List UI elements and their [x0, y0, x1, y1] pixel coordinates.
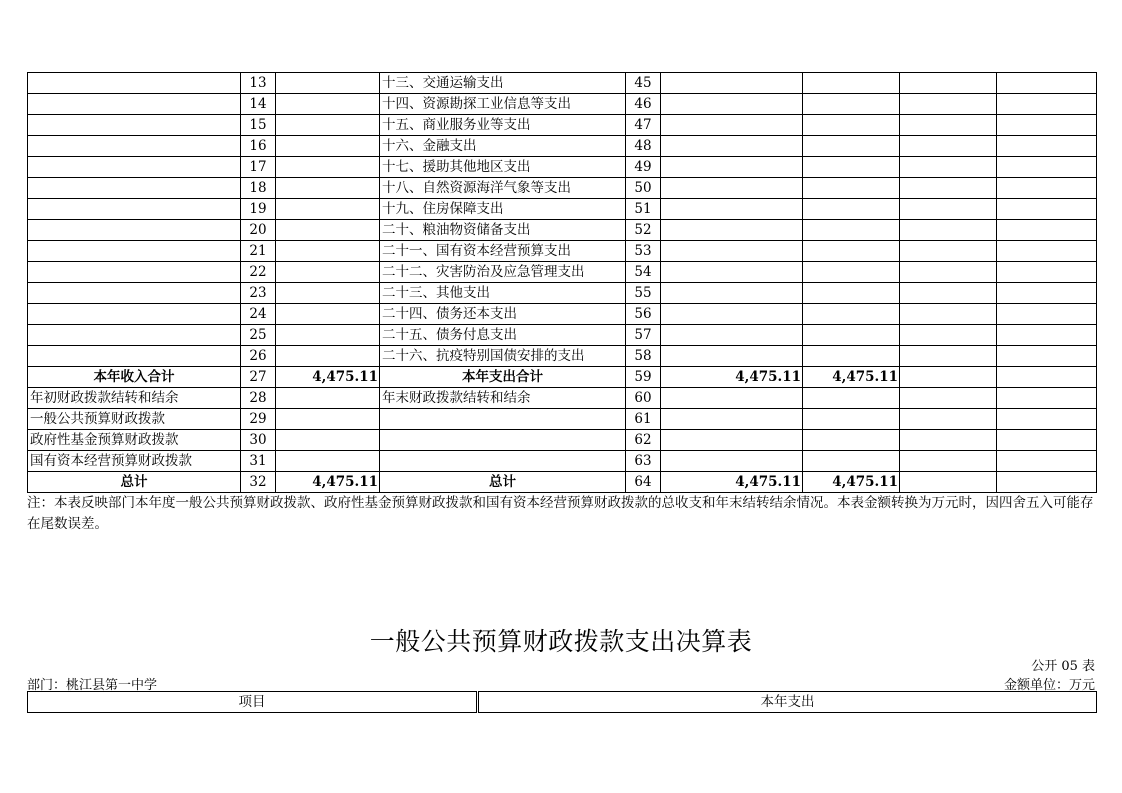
right-amount-project: [900, 367, 997, 388]
table-footnote: 注：本表反映部门本年度一般公共预算财政拨款、政府性基金预算财政拨款和国有资本经营预算财政拨款的总收支和年末结转结余情况。本表金额转换为万元时，因四舍五入可能存在尾数误差。: [27, 495, 1094, 532]
right-amount-total: [661, 325, 803, 346]
table-row: [28, 199, 1097, 220]
right-amount-project: [900, 136, 997, 157]
right-row-number: 57: [626, 325, 661, 346]
right-item-cell: 二十一、国有资本经营预算支出: [380, 241, 626, 262]
left-amount-cell: [276, 220, 380, 241]
left-amount-cell: [276, 136, 380, 157]
right-amount-other: [997, 325, 1097, 346]
right-row-number: 62: [626, 430, 661, 451]
left-amount-cell: [276, 451, 380, 472]
left-row-number: 17: [241, 157, 276, 178]
right-item-cell: 十五、商业服务业等支出: [380, 115, 626, 136]
table-row: [28, 220, 1097, 241]
right-amount-total: [661, 94, 803, 115]
left-item-cell: [28, 241, 241, 262]
left-item-cell: [28, 220, 241, 241]
left-amount-cell: [276, 241, 380, 262]
right-amount-other: [997, 178, 1097, 199]
page-title: 一般公共预算财政拨款支出决算表: [369, 627, 753, 656]
left-row-number: 27: [241, 367, 276, 388]
right-amount-basic: 4,475.11: [803, 472, 900, 493]
right-amount-project: [900, 409, 997, 430]
left-row-number: 14: [241, 94, 276, 115]
left-amount-cell: [276, 409, 380, 430]
right-amount-basic: [803, 451, 900, 472]
right-amount-basic: [803, 262, 900, 283]
amount-unit-label: 金额单位：万元: [1003, 678, 1095, 693]
right-amount-other: [997, 409, 1097, 430]
right-item-cell: 二十六、抗疫特别国债安排的支出: [380, 346, 626, 367]
right-amount-other: [997, 220, 1097, 241]
right-amount-basic: [803, 325, 900, 346]
right-amount-basic: [803, 115, 900, 136]
left-amount-cell: [276, 73, 380, 94]
left-item-cell: [28, 115, 241, 136]
right-amount-basic: [803, 94, 900, 115]
right-amount-other: [997, 94, 1097, 115]
right-amount-basic: [803, 241, 900, 262]
left-amount-cell: [276, 304, 380, 325]
right-row-number: 51: [626, 199, 661, 220]
left-row-number: 19: [241, 199, 276, 220]
right-amount-project: [900, 115, 997, 136]
right-amount-basic: [803, 178, 900, 199]
right-amount-other: [997, 367, 1097, 388]
left-amount-cell: [276, 388, 380, 409]
left-amount-cell: [276, 283, 380, 304]
right-amount-total: [661, 283, 803, 304]
right-row-number: 50: [626, 178, 661, 199]
right-amount-project: [900, 157, 997, 178]
right-amount-total: [661, 388, 803, 409]
right-amount-other: [997, 199, 1097, 220]
right-amount-total: [661, 262, 803, 283]
right-row-number: 54: [626, 262, 661, 283]
right-item-cell: 十八、自然资源海洋气象等支出: [380, 178, 626, 199]
table-row: [28, 325, 1097, 346]
right-amount-other: [997, 388, 1097, 409]
left-row-number: 16: [241, 136, 276, 157]
right-row-number: 56: [626, 304, 661, 325]
right-amount-project: [900, 178, 997, 199]
table-row: [28, 94, 1097, 115]
left-amount-cell: [276, 199, 380, 220]
right-item-cell: 二十四、债务还本支出: [380, 304, 626, 325]
left-amount-cell: [276, 178, 380, 199]
left-item-cell: 本年收入合计: [28, 367, 241, 388]
left-amount-cell: [276, 325, 380, 346]
right-amount-other: [997, 241, 1097, 262]
left-item-cell: [28, 199, 241, 220]
right-amount-basic: [803, 73, 900, 94]
left-row-number: 24: [241, 304, 276, 325]
left-amount-cell: 4,475.11: [276, 367, 380, 388]
left-amount-cell: [276, 430, 380, 451]
left-item-cell: [28, 73, 241, 94]
right-row-number: 61: [626, 409, 661, 430]
left-row-number: 31: [241, 451, 276, 472]
right-amount-other: [997, 262, 1097, 283]
right-row-number: 49: [626, 157, 661, 178]
left-item-cell: 政府性基金预算财政拨款: [28, 430, 241, 451]
left-row-number: 30: [241, 430, 276, 451]
right-amount-other: [997, 451, 1097, 472]
right-amount-total: 4,475.11: [661, 472, 803, 493]
right-row-number: 58: [626, 346, 661, 367]
right-row-number: 52: [626, 220, 661, 241]
table-row: [28, 451, 1097, 472]
right-row-number: 45: [626, 73, 661, 94]
right-item-cell: 本年支出合计: [380, 367, 626, 388]
right-item-cell: [380, 409, 626, 430]
right-item-cell: 年末财政拨款结转和结余: [380, 388, 626, 409]
right-amount-project: [900, 304, 997, 325]
table-row: [28, 178, 1097, 199]
right-item-cell: [380, 451, 626, 472]
right-amount-project: [900, 94, 997, 115]
table-row: [28, 409, 1097, 430]
form-number: 公开 05 表: [1031, 659, 1095, 674]
left-amount-cell: [276, 262, 380, 283]
table-row: [28, 367, 1097, 388]
left-item-cell: [28, 325, 241, 346]
left-item-cell: [28, 262, 241, 283]
table-row: [28, 262, 1097, 283]
right-amount-project: [900, 430, 997, 451]
right-amount-total: [661, 115, 803, 136]
right-amount-other: [997, 157, 1097, 178]
right-amount-project: [900, 283, 997, 304]
right-amount-total: [661, 241, 803, 262]
right-amount-other: [997, 136, 1097, 157]
fiscal-summary-table: [27, 72, 1097, 493]
right-row-number: 63: [626, 451, 661, 472]
right-row-number: 46: [626, 94, 661, 115]
right-amount-project: [900, 241, 997, 262]
right-amount-total: [661, 304, 803, 325]
right-amount-basic: [803, 409, 900, 430]
right-amount-total: [661, 430, 803, 451]
right-amount-other: [997, 346, 1097, 367]
right-item-cell: 总计: [380, 472, 626, 493]
table-row: [28, 304, 1097, 325]
right-amount-other: [997, 73, 1097, 94]
right-amount-other: [997, 430, 1097, 451]
fiscal-summary-body: [28, 73, 1097, 493]
right-amount-basic: [803, 220, 900, 241]
left-item-cell: [28, 178, 241, 199]
header-row: [28, 692, 1097, 713]
right-row-number: 48: [626, 136, 661, 157]
left-row-number: 20: [241, 220, 276, 241]
expense-table-header: [27, 691, 1097, 713]
right-amount-total: [661, 409, 803, 430]
right-amount-total: [661, 220, 803, 241]
table-row: [28, 346, 1097, 367]
right-amount-other: [997, 283, 1097, 304]
right-amount-basic: [803, 157, 900, 178]
left-item-cell: 年初财政拨款结转和结余: [28, 388, 241, 409]
left-item-cell: 一般公共预算财政拨款: [28, 409, 241, 430]
left-item-cell: [28, 346, 241, 367]
right-amount-project: [900, 220, 997, 241]
right-amount-basic: [803, 388, 900, 409]
right-row-number: 53: [626, 241, 661, 262]
right-amount-other: [997, 115, 1097, 136]
table-row: [28, 430, 1097, 451]
right-amount-basic: [803, 304, 900, 325]
right-amount-total: 4,475.11: [661, 367, 803, 388]
right-item-cell: 十七、援助其他地区支出: [380, 157, 626, 178]
right-amount-basic: [803, 136, 900, 157]
right-item-cell: 二十三、其他支出: [380, 283, 626, 304]
left-row-number: 21: [241, 241, 276, 262]
right-row-number: 64: [626, 472, 661, 493]
right-amount-total: [661, 346, 803, 367]
right-row-number: 60: [626, 388, 661, 409]
table-row: [28, 241, 1097, 262]
left-item-cell: 总计: [28, 472, 241, 493]
right-amount-project: [900, 73, 997, 94]
table-row: [28, 73, 1097, 94]
table-row: [28, 388, 1097, 409]
left-amount-cell: [276, 94, 380, 115]
right-amount-project: [900, 325, 997, 346]
right-row-number: 55: [626, 283, 661, 304]
right-amount-basic: [803, 346, 900, 367]
table-row: [28, 472, 1097, 493]
left-row-number: 32: [241, 472, 276, 493]
left-item-cell: [28, 304, 241, 325]
left-row-number: 26: [241, 346, 276, 367]
right-amount-other: [997, 472, 1097, 493]
left-row-number: 13: [241, 73, 276, 94]
right-amount-project: [900, 346, 997, 367]
left-amount-cell: [276, 346, 380, 367]
right-amount-project: [900, 451, 997, 472]
right-amount-basic: [803, 199, 900, 220]
left-item-cell: [28, 136, 241, 157]
right-amount-total: [661, 136, 803, 157]
right-amount-basic: [803, 430, 900, 451]
left-row-number: 18: [241, 178, 276, 199]
right-amount-total: [661, 451, 803, 472]
left-amount-cell: [276, 115, 380, 136]
right-row-number: 59: [626, 367, 661, 388]
right-amount-basic: 4,475.11: [803, 367, 900, 388]
right-amount-basic: [803, 283, 900, 304]
left-row-number: 29: [241, 409, 276, 430]
table-row: [28, 136, 1097, 157]
left-amount-cell: 4,475.11: [276, 472, 380, 493]
left-item-cell: 国有资本经营预算财政拨款: [28, 451, 241, 472]
right-item-cell: 十六、金融支出: [380, 136, 626, 157]
right-amount-project: [900, 199, 997, 220]
right-item-cell: 二十、粮油物资储备支出: [380, 220, 626, 241]
right-amount-total: [661, 73, 803, 94]
department-label: 部门：桃江县第一中学: [27, 678, 158, 693]
right-row-number: 47: [626, 115, 661, 136]
right-item-cell: 十四、资源勘探工业信息等支出: [380, 94, 626, 115]
left-row-number: 25: [241, 325, 276, 346]
left-amount-cell: [276, 157, 380, 178]
right-amount-total: [661, 178, 803, 199]
right-item-cell: 二十二、灾害防治及应急管理支出: [380, 262, 626, 283]
right-amount-project: [900, 388, 997, 409]
right-item-cell: [380, 430, 626, 451]
right-item-cell: 十三、交通运输支出: [380, 73, 626, 94]
table-row: [28, 115, 1097, 136]
left-item-cell: [28, 94, 241, 115]
right-amount-other: [997, 304, 1097, 325]
right-amount-project: [900, 262, 997, 283]
table-row: [28, 283, 1097, 304]
header-item: 项目: [28, 692, 478, 713]
left-row-number: 23: [241, 283, 276, 304]
left-row-number: 28: [241, 388, 276, 409]
left-item-cell: [28, 283, 241, 304]
header-current-year-expense: 本年支出: [478, 692, 1097, 713]
right-item-cell: 二十五、债务付息支出: [380, 325, 626, 346]
left-item-cell: [28, 157, 241, 178]
right-item-cell: 十九、住房保障支出: [380, 199, 626, 220]
table-row: [28, 157, 1097, 178]
left-row-number: 15: [241, 115, 276, 136]
right-amount-total: [661, 199, 803, 220]
left-row-number: 22: [241, 262, 276, 283]
right-amount-total: [661, 157, 803, 178]
right-amount-project: [900, 472, 997, 493]
